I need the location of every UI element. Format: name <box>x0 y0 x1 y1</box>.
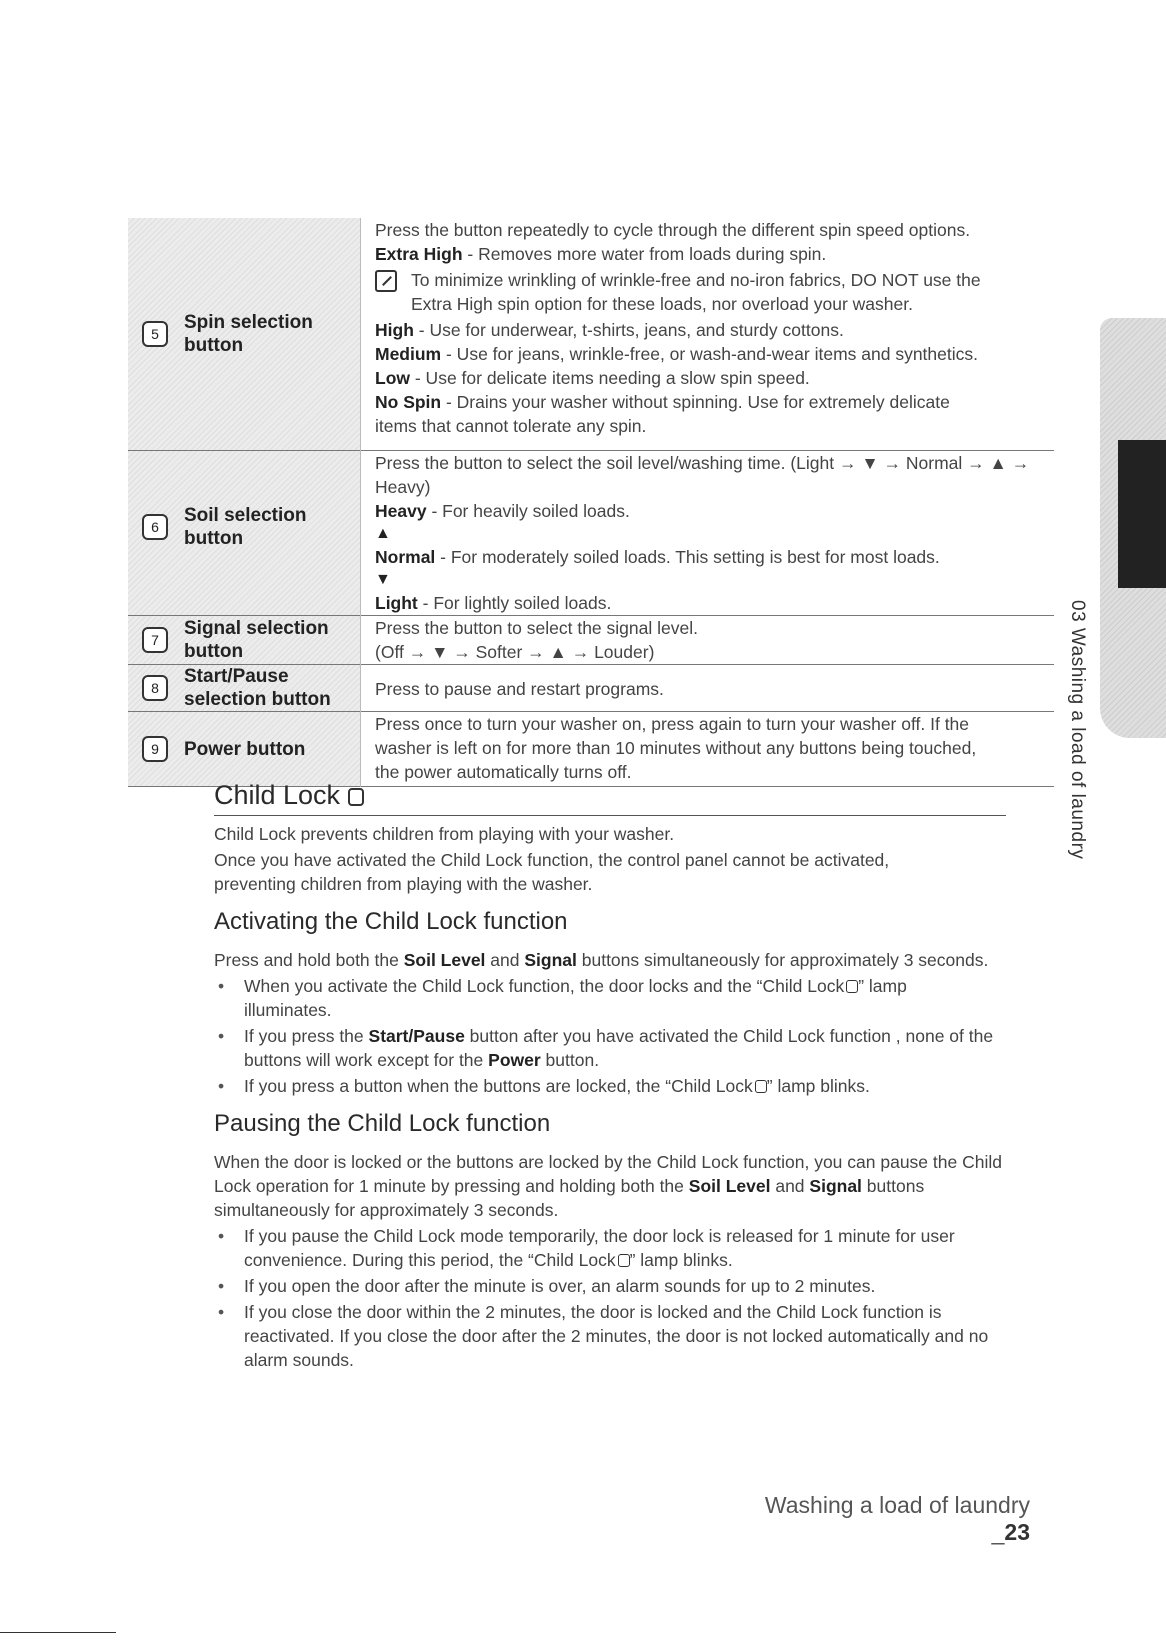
description-line: High - Use for underwear, t-shirts, jeans, and sturdy cottons. <box>375 320 844 340</box>
description-line: Light - For lightly soiled loads. <box>375 593 612 613</box>
number-badge-icon: 6 <box>142 514 168 540</box>
chapter-tab-label: 03 Washing a load of laundry <box>1067 600 1088 860</box>
page-footer <box>730 1492 1030 1546</box>
description-line: (Off → ▼ → Softer → ▲ → Louder) <box>375 642 655 662</box>
button-name: Spin selection button <box>184 312 313 356</box>
button-label-cell <box>128 712 361 787</box>
button-label-cell <box>128 451 361 616</box>
number-badge-icon: 5 <box>142 321 168 347</box>
list-item: • When you activate the Child Lock function, the door locks and the “Child Lock ” lamp illuminates. <box>214 974 944 1022</box>
level-arrow-icon: ▲ <box>375 525 391 542</box>
table-row <box>128 665 1054 712</box>
child-lock-lamp-icon <box>618 1254 630 1267</box>
list-item: • If you press the Start/Pause button after you have activated the Child Lock function , none of the buttons will work except for the Power button. <box>214 1024 1004 1072</box>
pausing-section <box>214 1110 1056 1374</box>
description-intro: Press the button to select the soil level/washing time. (Light → ▼ → Normal → ▲ → Heavy) <box>375 453 1030 497</box>
footer-section-title: Washing a load of laundry _ <box>764 1492 1030 1545</box>
button-description-cell <box>361 616 1055 665</box>
button-description-cell <box>361 218 1055 451</box>
note-icon <box>375 270 397 292</box>
table-row <box>128 712 1054 787</box>
option-term: Extra High <box>375 244 463 264</box>
description-line: Extra High - Removes more water from loads during spin. <box>375 244 827 264</box>
description-line: Normal - For moderately soiled loads. This setting is best for most loads. <box>375 547 940 567</box>
description-intro: Press to pause and restart programs. <box>375 679 664 699</box>
option-term: Normal <box>375 547 436 567</box>
description-line: Low - Use for delicate items needing a slow spin speed. <box>375 368 810 388</box>
number-badge-icon: 9 <box>142 736 168 762</box>
description-line: No Spin - Drains your washer without spinning. Use for extremely delicate items that cannot tolerate any spin. <box>375 392 950 436</box>
list-item: • If you open the door after the minute is over, an alarm sounds for up to 2 minutes. <box>214 1274 1056 1298</box>
note-text: To minimize wrinkling of wrinkle-free and no-iron fabrics, DO NOT use the Extra High spin option for these loads, nor overload your washer. <box>411 270 981 314</box>
activating-list <box>214 974 1056 1098</box>
activating-heading: Activating the Child Lock function <box>214 908 568 935</box>
description-intro: Press the button to select the signal level. <box>375 618 698 638</box>
button-description-cell <box>361 451 1055 616</box>
note <box>375 268 1054 316</box>
option-term: Low <box>375 368 410 388</box>
table-row <box>128 218 1054 451</box>
button-label-cell <box>128 616 361 665</box>
description-line: Heavy - For heavily soiled loads. <box>375 501 630 521</box>
child-lock-lamp-icon <box>755 1080 767 1093</box>
activating-section <box>214 908 1056 1100</box>
button-spec-table <box>128 218 1054 787</box>
button-name: Start/Pause selection button <box>184 666 331 710</box>
child-lock-intro <box>214 822 1056 896</box>
option-term: Light <box>375 593 418 613</box>
bottom-rule <box>0 1632 116 1633</box>
button-label-cell <box>128 218 361 451</box>
child-lock-intro-1: Child Lock prevents children from playing with your washer. <box>214 824 675 844</box>
number-badge-icon: 7 <box>142 627 168 653</box>
button-name: Power button <box>184 738 306 760</box>
list-item: • If you pause the Child Lock mode temporarily, the door lock is released for 1 minute for user convenience. During this period, the “Child Lock ” lamp blinks. <box>214 1224 1024 1272</box>
button-label-cell <box>128 665 361 712</box>
pausing-heading: Pausing the Child Lock function <box>214 1110 551 1137</box>
option-term: No Spin <box>375 392 442 412</box>
option-term: High <box>375 320 414 340</box>
child-lock-intro-2: Once you have activated the Child Lock function, the control panel cannot be activated, preventing children from playing with the washer. <box>214 850 890 894</box>
list-item: • If you press a button when the buttons are locked, the “Child Lock ” lamp blinks. <box>214 1074 1056 1098</box>
button-name: Signal selection button <box>184 618 329 662</box>
option-term: Medium <box>375 344 442 364</box>
button-description-cell <box>361 712 1055 787</box>
child-lock-heading <box>214 780 1006 816</box>
level-arrow-icon: ▼ <box>375 571 391 588</box>
activating-paragraph: Press and hold both the Soil Level and Signal buttons simultaneously for approximately 3 seconds. <box>214 950 989 970</box>
child-lock-title: Child Lock <box>214 780 341 810</box>
description-intro: Press once to turn your washer on, press again to turn your washer off. If the washer is left on for more than 10 minutes without any buttons being touched, the power automatically turns off. <box>375 714 977 782</box>
number-badge-icon: 8 <box>142 675 168 701</box>
child-lock-icon <box>348 788 364 806</box>
button-name: Soil selection button <box>184 505 307 549</box>
table-row <box>128 451 1054 616</box>
pausing-list <box>214 1224 1056 1372</box>
button-description-cell <box>361 665 1055 712</box>
description-intro: Press the button repeatedly to cycle through the different spin speed options. <box>375 220 971 240</box>
page-number: 23 <box>1004 1519 1030 1545</box>
child-lock-lamp-icon <box>846 980 858 993</box>
chapter-tab-marker <box>1118 440 1166 588</box>
pausing-paragraph: When the door is locked or the buttons are locked by the Child Lock function, you can pause the Child Lock operation for 1 minute by pressing and holding both the Soil Level and Signal buttons simultaneously for approximately 3 seconds. <box>214 1152 1002 1220</box>
description-line: Medium - Use for jeans, wrinkle-free, or wash-and-wear items and synthetics. <box>375 344 978 364</box>
table-row <box>128 616 1054 665</box>
list-item: • If you close the door within the 2 minutes, the door is locked and the Child Lock function is reactivated. If you close the door after the 2 minutes, the door is not locked automatically and no alarm sounds. <box>214 1300 1024 1372</box>
option-term: Heavy <box>375 501 427 521</box>
